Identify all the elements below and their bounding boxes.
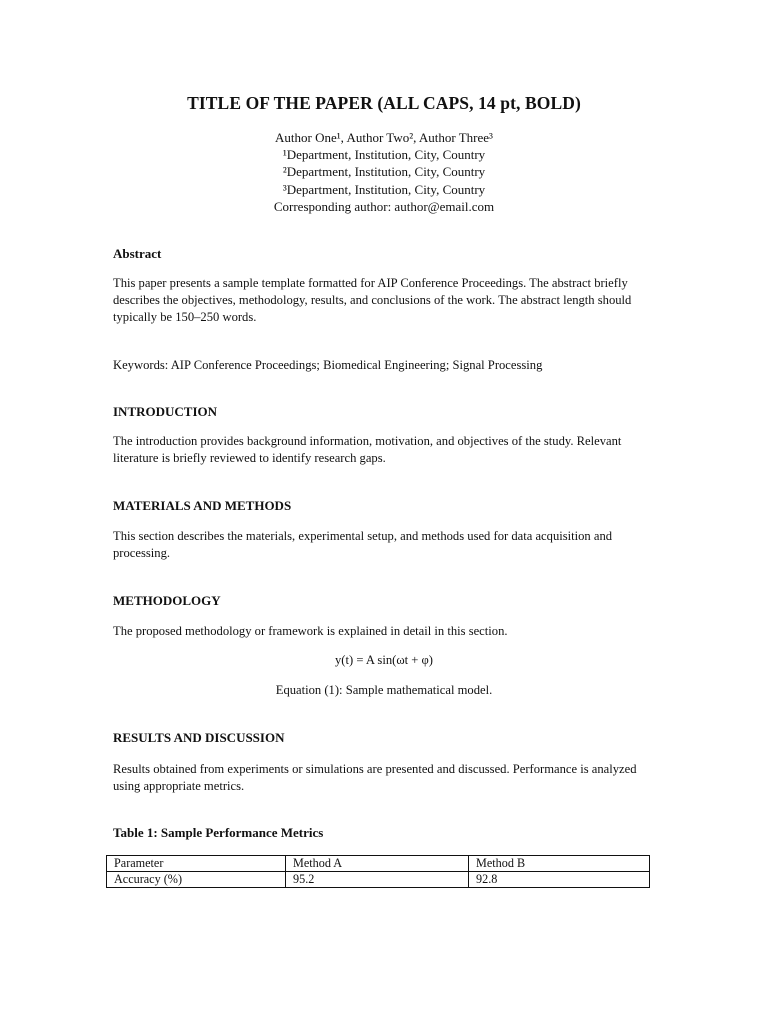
equation-caption: Equation (1): Sample mathematical model. [275, 683, 493, 697]
results-heading: RESULTS AND DISCUSSION [113, 730, 285, 745]
materials-heading: MATERIALS AND METHODS [113, 498, 292, 513]
author-block [0, 129, 768, 215]
table-cell: Accuracy (%) [107, 872, 286, 888]
corresponding-author: Corresponding author: author@email.com [273, 198, 495, 214]
affiliation-3: ³Department, Institution, City, Country [282, 181, 486, 197]
table-caption: Table 1: Sample Performance Metrics [113, 825, 324, 840]
table-cell: 95.2 [286, 872, 469, 888]
performance-table [106, 855, 650, 888]
affiliation-2: ²Department, Institution, City, Country [282, 164, 486, 180]
table-row [107, 872, 650, 888]
abstract-text: This paper presents a sample template formatted for AIP Conference Proceedings. The abstract briefly describes the objectives, methodology, results, and conclusions of the work. The abstract length should typically be 150–250 words. [113, 276, 632, 325]
table-cell: 92.8 [469, 872, 650, 888]
table-header-cell: Method B [469, 856, 650, 872]
methodology-text: The proposed methodology or framework is explained in detail in this section. [113, 624, 508, 638]
keywords-line: Keywords: AIP Conference Proceedings; Biomedical Engineering; Signal Processing [113, 358, 543, 372]
table-header-row [107, 856, 650, 872]
equation: y(t) = A sin(ωt + φ) [335, 653, 433, 667]
paper-title: TITLE OF THE PAPER (ALL CAPS, 14 pt, BOLD) [187, 93, 581, 113]
introduction-heading: INTRODUCTION [113, 404, 218, 419]
author-names: Author One¹, Author Two², Author Three³ [275, 130, 493, 145]
abstract-heading: Abstract [113, 246, 162, 261]
results-text: Results obtained from experiments or simulations are presented and discussed. Performance is analyzed using appropriate metrics. [113, 762, 637, 794]
methodology-heading: METHODOLOGY [113, 593, 221, 608]
materials-text: This section describes the materials, experimental setup, and methods used for data acquisition and processing. [113, 529, 613, 561]
table-header-cell: Parameter [107, 856, 286, 872]
introduction-text: The introduction provides background information, motivation, and objectives of the study. Relevant literature is briefly reviewed to identify research gaps. [113, 434, 622, 466]
affiliation-1: ¹Department, Institution, City, Country [282, 147, 486, 163]
table-header-cell: Method A [286, 856, 469, 872]
